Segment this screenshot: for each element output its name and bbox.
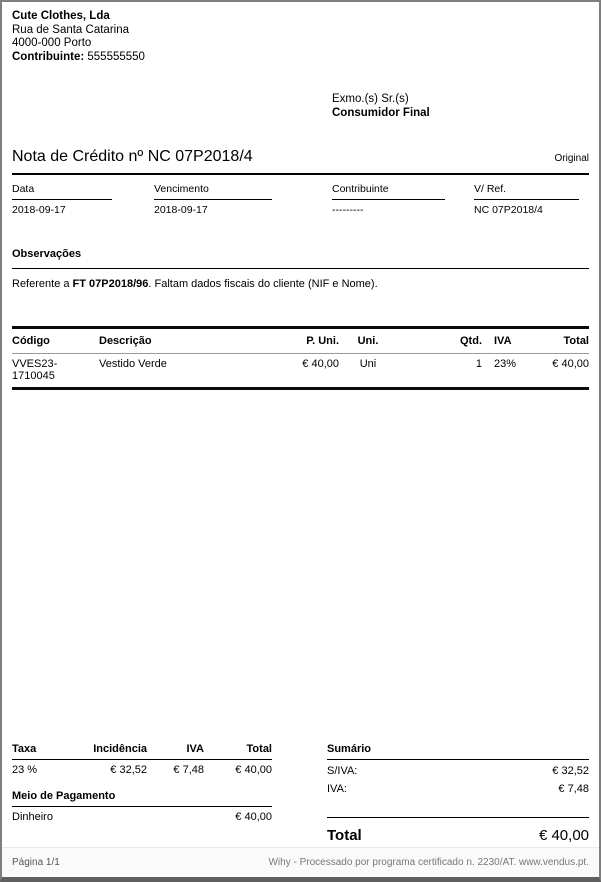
company-name: Cute Clothes, Lda — [12, 10, 110, 22]
meta-date-rule — [12, 199, 112, 200]
tax-header-iva: IVA — [186, 743, 204, 755]
page-content — [2, 2, 599, 390]
header-descricao: Descrição — [99, 335, 152, 347]
copy-type-label: Original — [554, 153, 589, 164]
tax-header-taxa: Taxa — [12, 743, 37, 755]
customer-salutation: Exmo.(s) Sr.(s) — [332, 93, 409, 105]
meta-vat-label: Contribuinte — [332, 183, 389, 195]
company-address-line-1: Rua de Santa Catarina — [12, 23, 129, 36]
meta-due-label: Vencimento — [154, 183, 209, 195]
summary-column — [327, 743, 589, 844]
item-row — [12, 354, 589, 390]
meta-ref-rule — [474, 199, 579, 200]
company-block — [12, 2, 589, 64]
header-uni: Uni. — [357, 335, 379, 347]
summary-total-value: € 40,00 — [538, 827, 589, 844]
observations-suffix: . Faltam dados fiscais do cliente (NIF e Nome). — [148, 278, 378, 290]
certification-text: Wihy - Processado por programa certificado n. 2230/AT. www.vendus.pt. — [268, 857, 589, 868]
tax-iva: € 7,48 — [173, 764, 204, 776]
meta-field-taxpayer — [332, 183, 445, 216]
tax-header-total: Total — [246, 743, 272, 755]
item-p-uni: € 40,00 — [302, 358, 339, 370]
meta-fields-row — [12, 183, 589, 216]
tax-total: € 40,00 — [235, 764, 272, 776]
payment-section — [12, 790, 272, 823]
summary-heading: Sumário — [327, 743, 589, 760]
header-p-uni: P. Uni. — [306, 335, 339, 347]
summary-iva-value: € 7,48 — [558, 783, 589, 795]
meta-ref-value: NC 07P2018/4 — [474, 204, 543, 216]
tax-incidencia: € 32,52 — [110, 764, 147, 776]
company-vat-number: 555555550 — [84, 50, 145, 63]
observations-heading: Observações — [12, 248, 589, 269]
item-codigo: VVES23-1710045 — [12, 358, 58, 382]
payment-amount: € 40,00 — [235, 811, 272, 823]
observations-prefix: Referente a — [12, 278, 73, 290]
company-vat-label: Contribuinte: — [12, 50, 85, 63]
tax-table-header — [12, 743, 272, 760]
customer-name: Consumidor Final — [332, 106, 430, 119]
payment-heading: Meio de Pagamento — [12, 790, 272, 807]
summary-siva-value: € 32,52 — [552, 765, 589, 777]
summary-total-row — [327, 818, 589, 844]
header-iva: IVA — [494, 335, 512, 347]
meta-vat-rule — [332, 199, 445, 200]
document-title: Nota de Crédito nº NC 07P2018/4 — [12, 148, 253, 165]
payment-row — [12, 807, 272, 823]
header-codigo: Código — [12, 335, 50, 347]
meta-field-date — [12, 183, 112, 216]
summary-row-siva — [327, 760, 589, 778]
meta-due-value: 2018-09-17 — [154, 204, 208, 216]
summary-siva-label: S/IVA: — [327, 765, 358, 777]
document-title-row — [12, 148, 589, 175]
page-number: Página 1/1 — [12, 857, 60, 868]
meta-date-value: 2018-09-17 — [12, 204, 66, 216]
summary-iva-label: IVA: — [327, 783, 347, 795]
payment-method: Dinheiro — [12, 811, 53, 823]
company-address-line-2: 4000-000 Porto — [12, 37, 92, 49]
summary-total-label: Total — [327, 827, 362, 844]
customer-block — [332, 93, 589, 120]
item-qtd: 1 — [475, 358, 482, 370]
page-footer — [2, 847, 599, 877]
observations-text — [12, 278, 589, 290]
meta-vat-value: --------- — [332, 204, 364, 216]
items-table-header — [12, 326, 589, 354]
header-qtd: Qtd. — [460, 335, 482, 347]
meta-ref-label: V/ Ref. — [474, 183, 507, 195]
meta-field-due-date — [154, 183, 272, 216]
item-uni: Uni — [359, 358, 377, 370]
meta-date-label: Data — [12, 183, 35, 195]
tax-rate: 23 % — [12, 764, 38, 776]
totals-region — [2, 743, 599, 844]
tax-header-incidencia: Incidência — [93, 743, 147, 755]
header-total: Total — [563, 335, 589, 347]
items-table — [12, 326, 589, 390]
meta-due-rule — [154, 199, 272, 200]
tax-and-payment-column — [12, 743, 272, 844]
item-iva: 23% — [494, 358, 517, 370]
tax-table-row — [12, 760, 272, 776]
company-vat — [12, 51, 589, 65]
observations-section — [12, 248, 589, 290]
observations-reference: FT 07P2018/96 — [72, 278, 149, 290]
item-descricao: Vestido Verde — [99, 358, 167, 370]
item-total: € 40,00 — [552, 358, 589, 370]
summary-row-iva — [327, 778, 589, 796]
blank-space — [2, 390, 599, 743]
meta-field-your-ref — [474, 183, 579, 216]
